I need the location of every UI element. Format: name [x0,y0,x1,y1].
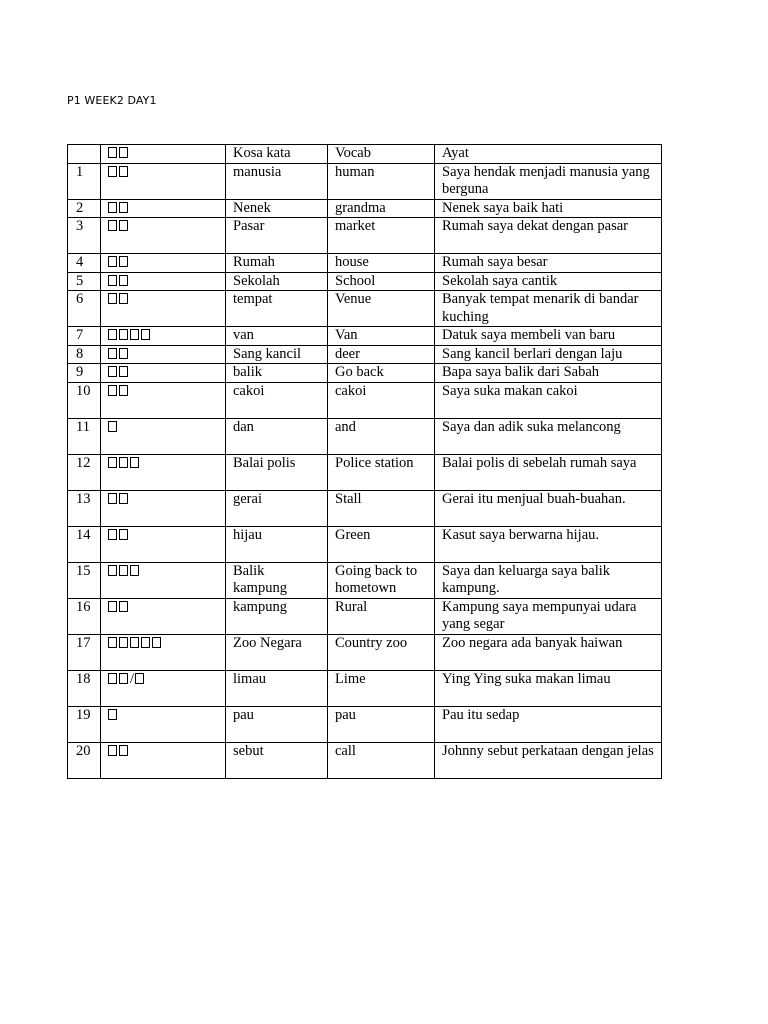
row-number-cell: 18 [68,670,101,706]
row-hanzi-cell [101,454,226,490]
row-kosa-kata: Pasar [226,218,328,254]
row-kosa-kata: manusia [226,163,328,199]
row-kosa-kata: Zoo Negara [226,634,328,670]
row-number-cell: 19 [68,706,101,742]
row-ayat: Ying Ying suka makan limau [435,670,662,706]
row-vocab: cakoi [328,382,435,418]
row-vocab: Van [328,327,435,346]
missing-glyph-box [108,637,117,648]
row-hanzi-cell [101,490,226,526]
row-number-cell: 9 [68,364,101,383]
row-number-cell: 20 [68,742,101,778]
missing-glyph-box [135,673,144,684]
row-kosa-kata: gerai [226,490,328,526]
header-vocab: Vocab [328,145,435,164]
missing-glyph-box [119,329,128,340]
row-ayat: Sekolah saya cantik [435,272,662,291]
row-number-cell: 12 [68,454,101,490]
table-row [68,199,662,218]
hanzi-placeholder-boxes [108,254,130,270]
row-number-cell: 7 [68,327,101,346]
row-ayat: Nenek saya baik hati [435,199,662,218]
hanzi-placeholder-boxes [108,563,141,579]
row-hanzi-cell [101,254,226,273]
row-number-cell: 15 [68,562,101,598]
row-hanzi-cell [101,598,226,634]
row-vocab: School [328,272,435,291]
hanzi-placeholder-boxes [108,383,130,399]
missing-glyph-box [152,637,161,648]
table-row [68,364,662,383]
missing-glyph-box [108,673,117,684]
missing-glyph-box [130,565,139,576]
row-kosa-kata: cakoi [226,382,328,418]
row-number-cell: 2 [68,199,101,218]
missing-glyph-box [119,147,128,158]
table-row [68,327,662,346]
row-vocab: human [328,163,435,199]
missing-glyph-box [130,329,139,340]
row-hanzi-cell [101,742,226,778]
table-row [68,418,662,454]
missing-glyph-box [119,220,128,231]
hanzi-placeholder-boxes [108,291,130,307]
row-ayat: Sang kancil berlari dengan laju [435,345,662,364]
row-vocab: house [328,254,435,273]
row-hanzi-cell [101,634,226,670]
table-row [68,272,662,291]
row-kosa-kata: Sekolah [226,272,328,291]
row-ayat: Saya suka makan cakoi [435,382,662,418]
row-vocab: Rural [328,598,435,634]
row-ayat: Saya dan adik suka melancong [435,418,662,454]
row-vocab: call [328,742,435,778]
row-kosa-kata: tempat [226,291,328,327]
missing-glyph-box [108,166,117,177]
vocabulary-table [67,144,662,779]
row-kosa-kata: kampung [226,598,328,634]
row-vocab: Go back [328,364,435,383]
missing-glyph-box [141,329,150,340]
row-vocab: pau [328,706,435,742]
row-ayat: Pau itu sedap [435,706,662,742]
row-hanzi-cell [101,364,226,383]
row-number-cell: 16 [68,598,101,634]
table-row [68,218,662,254]
table-row [68,742,662,778]
row-hanzi-cell [101,218,226,254]
hanzi-placeholder-boxes [108,743,130,759]
row-ayat: Bapa saya balik dari Sabah [435,364,662,383]
row-kosa-kata: sebut [226,742,328,778]
row-number-cell: 1 [68,163,101,199]
table-row [68,345,662,364]
table-row [68,163,662,199]
hanzi-placeholder-boxes [108,527,130,543]
hanzi-placeholder-boxes [108,635,163,651]
row-ayat: Zoo negara ada banyak haiwan [435,634,662,670]
slash-separator: / [130,670,135,687]
table-row [68,454,662,490]
row-vocab: Venue [328,291,435,327]
missing-glyph-box [108,202,117,213]
row-kosa-kata: balik [226,364,328,383]
table-row [68,382,662,418]
row-ayat: Rumah saya dekat dengan pasar [435,218,662,254]
table-row [68,670,662,706]
row-ayat: Kampung saya mempunyai udara yang segar [435,598,662,634]
header-ayat: Ayat [435,145,662,164]
hanzi-placeholder-boxes [108,273,130,289]
missing-glyph-box [119,166,128,177]
missing-glyph-box [141,637,150,648]
row-kosa-kata: limau [226,670,328,706]
row-hanzi-cell [101,272,226,291]
missing-glyph-box [108,457,117,468]
missing-glyph-box [119,385,128,396]
missing-glyph-box [108,293,117,304]
missing-glyph-box [119,293,128,304]
row-vocab: Police station [328,454,435,490]
missing-glyph-box [108,348,117,359]
hanzi-placeholder-boxes [108,327,152,343]
hanzi-placeholder-boxes [108,364,130,380]
missing-glyph-box [130,637,139,648]
row-hanzi-cell [101,526,226,562]
row-ayat: Datuk saya membeli van baru [435,327,662,346]
missing-glyph-box [119,673,128,684]
missing-glyph-box [119,493,128,504]
row-vocab: Green [328,526,435,562]
row-hanzi-cell [101,418,226,454]
missing-glyph-box [108,275,117,286]
row-kosa-kata: hijau [226,526,328,562]
missing-glyph-box [108,601,117,612]
row-hanzi-cell [101,706,226,742]
missing-glyph-box [108,493,117,504]
row-number-cell: 11 [68,418,101,454]
row-hanzi-cell [101,291,226,327]
missing-glyph-box [119,256,128,267]
row-ayat: Saya dan keluarga saya balik kampung. [435,562,662,598]
hanzi-placeholder-boxes [108,491,130,507]
table-row [68,254,662,273]
row-ayat: Saya hendak menjadi manusia yang berguna [435,163,662,199]
row-ayat: Kasut saya berwarna hijau. [435,526,662,562]
missing-glyph-box [108,256,117,267]
missing-glyph-box [119,529,128,540]
row-kosa-kata: Balik kampung [226,562,328,598]
missing-glyph-box [119,565,128,576]
row-hanzi-cell [101,562,226,598]
table-row [68,706,662,742]
missing-glyph-box [108,565,117,576]
missing-glyph-box [119,348,128,359]
table-row [68,634,662,670]
row-vocab: Stall [328,490,435,526]
table-row [68,562,662,598]
row-vocab: Lime [328,670,435,706]
row-hanzi-cell [101,670,226,706]
hanzi-placeholder-boxes [108,200,130,216]
header-kosa-kata: Kosa kata [226,145,328,164]
table-row [68,490,662,526]
row-ayat: Rumah saya besar [435,254,662,273]
hanzi-placeholder-boxes [108,707,119,723]
row-hanzi-cell [101,327,226,346]
row-vocab: market [328,218,435,254]
missing-glyph-box [119,745,128,756]
hanzi-placeholder-boxes [108,419,119,435]
row-kosa-kata: Balai polis [226,454,328,490]
row-hanzi-cell [101,163,226,199]
row-vocab: deer [328,345,435,364]
row-ayat: Johnny sebut perkataan dengan jelas [435,742,662,778]
missing-glyph-box [108,366,117,377]
hanzi-placeholder-boxes [108,599,130,615]
missing-glyph-box [119,457,128,468]
hanzi-placeholder-boxes [108,671,146,687]
missing-glyph-box [130,457,139,468]
row-number-cell: 14 [68,526,101,562]
header-hanzi-cell [101,145,226,164]
row-kosa-kata: van [226,327,328,346]
row-number-cell: 4 [68,254,101,273]
table-row [68,291,662,327]
missing-glyph-box [108,529,117,540]
row-hanzi-cell [101,345,226,364]
hanzi-placeholder-boxes [108,455,141,471]
missing-glyph-box [108,147,117,158]
row-number-cell: 17 [68,634,101,670]
row-number-cell: 6 [68,291,101,327]
row-number-cell: 8 [68,345,101,364]
row-number-cell: 10 [68,382,101,418]
row-vocab: grandma [328,199,435,218]
missing-glyph-box [108,385,117,396]
row-kosa-kata: dan [226,418,328,454]
missing-glyph-box [119,601,128,612]
missing-glyph-box [119,637,128,648]
row-kosa-kata: Nenek [226,199,328,218]
missing-glyph-box [108,220,117,231]
row-hanzi-cell [101,382,226,418]
hanzi-placeholder-boxes [108,145,130,161]
missing-glyph-box [119,366,128,377]
missing-glyph-box [108,421,117,432]
row-kosa-kata: Sang kancil [226,345,328,364]
missing-glyph-box [119,275,128,286]
table-row [68,598,662,634]
missing-glyph-box [108,709,117,720]
row-kosa-kata: Rumah [226,254,328,273]
row-ayat: Banyak tempat menarik di bandar kuching [435,291,662,327]
hanzi-placeholder-boxes [108,346,130,362]
row-vocab: and [328,418,435,454]
table-header-row [68,145,662,164]
row-hanzi-cell [101,199,226,218]
table-row [68,526,662,562]
row-vocab: Going back to hometown [328,562,435,598]
hanzi-placeholder-boxes [108,218,130,234]
row-number-cell: 13 [68,490,101,526]
row-vocab: Country zoo [328,634,435,670]
missing-glyph-box [108,745,117,756]
row-number-cell: 3 [68,218,101,254]
document-heading: P1 WEEK2 DAY1 [67,94,157,107]
row-kosa-kata: pau [226,706,328,742]
row-ayat: Balai polis di sebelah rumah saya [435,454,662,490]
row-number-cell: 5 [68,272,101,291]
missing-glyph-box [119,202,128,213]
missing-glyph-box [108,329,117,340]
header-number-cell [68,145,101,164]
hanzi-placeholder-boxes [108,164,130,180]
row-ayat: Gerai itu menjual buah-buahan. [435,490,662,526]
